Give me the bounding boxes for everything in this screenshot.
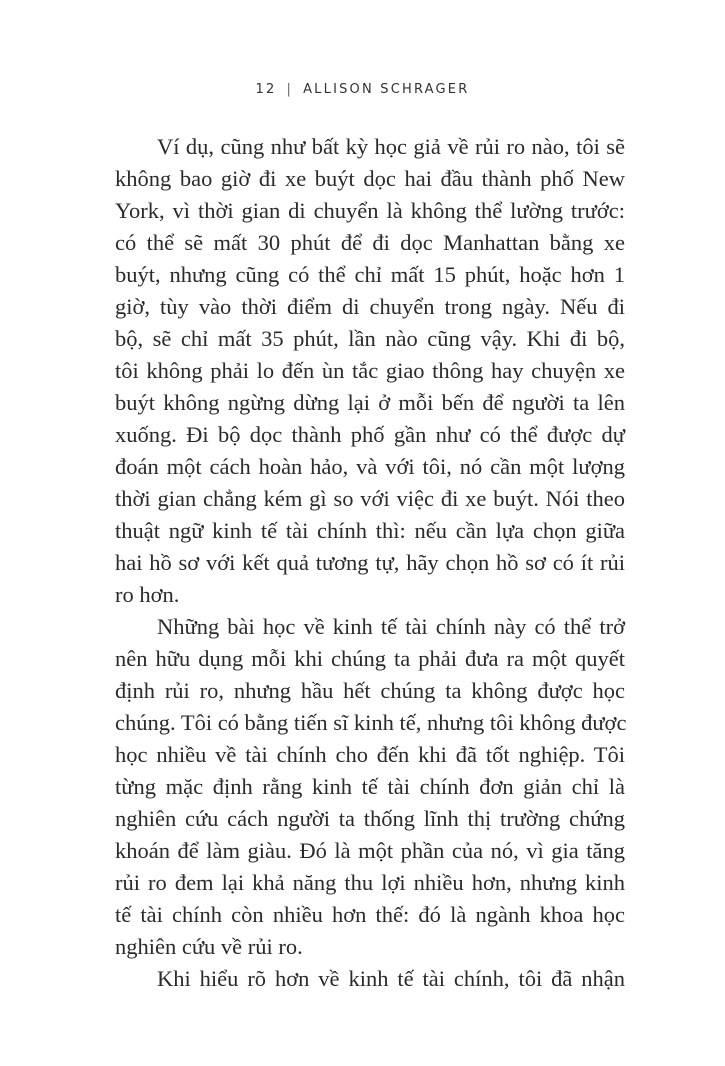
text-line: buýt, nhưng cũng có thể chỉ mất 15 phút, hoặc hơn 1 [115,262,625,287]
text-line: nghiên cứu về rủi ro. [115,934,303,959]
text-line: York, vì thời gian di chuyển là không thể lường trước: [115,198,625,223]
text-line: Khi hiểu rõ hơn về kinh tế tài chính, tôi đã nhận [157,966,625,991]
paragraph [115,131,625,611]
text-line: từng mặc định rằng kinh tế tài chính đơn giản chỉ là [115,774,625,799]
author-name: ALLISON SCHRAGER [303,82,470,97]
text-line: tế tài chính còn nhiều hơn thế: đó là ngành khoa học [115,902,625,927]
text-line: nên hữu dụng mỗi khi chúng ta phải đưa ra một quyết [115,646,625,671]
text-line: xuống. Đi bộ dọc thành phố gần như có thể được dự [115,422,625,447]
text-line: có thể sẽ mất 30 phút để đi dọc Manhattan bằng xe [115,230,625,255]
text-line: định rủi ro, nhưng hầu hết chúng ta không được học [115,678,625,703]
text-line: tôi không phải lo đến ùn tắc giao thông hay chuyện xe [115,358,625,383]
text-line: ro hơn. [115,582,180,607]
header-separator: | [286,82,294,97]
text-line: đoán một cách hoàn hảo, và với tôi, nó cần một lượng [115,454,625,479]
text-line: hai hồ sơ với kết quả tương tự, hãy chọn hồ sơ có ít rủi [115,550,625,575]
text-line: giờ, tùy vào thời điểm di chuyển trong ngày. Nếu đi [115,294,625,319]
paragraph [115,963,625,995]
text-line: học nhiều về tài chính cho đến khi đã tốt nghiệp. Tôi [115,742,625,767]
text-line: thuật ngữ kinh tế tài chính thì: nếu cần lựa chọn giữa [115,518,625,543]
text-line: buýt không ngừng dừng lại ở mỗi bến để người ta lên [115,390,625,415]
paragraph [115,611,625,963]
text-line: rủi ro đem lại khả năng thu lợi nhiều hơn, nhưng kinh [115,870,625,895]
text-line: Ví dụ, cũng như bất kỳ học giả về rủi ro nào, tôi sẽ [157,134,625,159]
text-line: không bao giờ đi xe buýt dọc hai đầu thành phố New [115,166,625,191]
text-line: khoán để làm giàu. Đó là một phần của nó, vì gia tăng [115,838,625,863]
text-line: Những bài học về kinh tế tài chính này có thể trở [157,614,625,639]
text-line: thời gian chẳng kém gì so với việc đi xe buýt. Nói theo [115,486,625,511]
page-number: 12 [255,82,277,97]
text-line: bộ, sẽ chỉ mất 35 phút, lần nào cũng vậy. Khi đi bộ, [115,326,625,351]
body-text [115,131,625,995]
text-line: nghiên cứu cách người ta thống lĩnh thị trường chứng [115,806,625,831]
running-header [0,82,725,97]
text-line: chúng. Tôi có bằng tiến sĩ kinh tế, nhưng tôi không được [115,710,627,735]
